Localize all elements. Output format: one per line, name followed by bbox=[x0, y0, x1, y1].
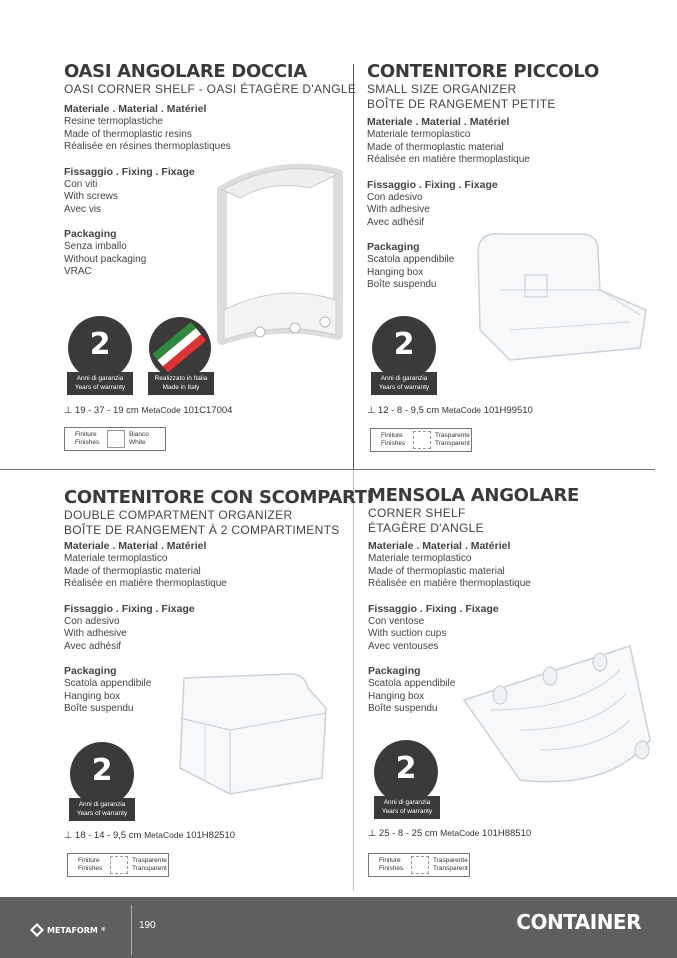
fixing-heading: Fissaggio . Fixing . Fixage bbox=[64, 165, 195, 178]
finish-label: Finiture Finishes bbox=[78, 857, 103, 872]
made-in-italy-it: Realizzato in Italia bbox=[154, 375, 208, 382]
fixing-line: With adhesive bbox=[367, 204, 430, 215]
double-compartment-product-image bbox=[170, 668, 330, 798]
warranty-badge: 2 bbox=[68, 316, 132, 380]
warranty-label bbox=[371, 372, 437, 395]
packaging-heading: Packaging bbox=[367, 241, 420, 253]
product-subtitle: BOÎTE DE RANGEMENT PETITE bbox=[367, 97, 556, 111]
warranty-text-it: Anni di garanzia bbox=[383, 799, 431, 806]
warranty-badge: 2 bbox=[372, 316, 436, 380]
fixing-line: With screws bbox=[64, 191, 118, 202]
warranty-text-en: Years of warranty bbox=[76, 809, 128, 817]
material-line: Made of thermoplastic material bbox=[367, 141, 504, 153]
dimensions-value: 25 - 8 - 25 cm bbox=[378, 828, 438, 839]
packaging-line: Hanging box bbox=[367, 266, 424, 278]
finish-value: Trasparente Transparent bbox=[433, 857, 468, 872]
material-line: Made of thermoplastic material bbox=[64, 565, 201, 577]
material-line: Made of thermoplastic resins bbox=[64, 128, 192, 140]
transparent-swatch bbox=[110, 856, 128, 874]
brand-mark: ® bbox=[100, 927, 106, 933]
product-title: CONTENITORE CON SCOMPARTI bbox=[64, 487, 374, 508]
packaging-line: Without packaging bbox=[64, 253, 147, 265]
brand-name: METAFORM bbox=[47, 925, 98, 935]
warranty-label bbox=[67, 372, 133, 395]
page-footer bbox=[0, 897, 677, 958]
metacode-label: MetaCode bbox=[141, 405, 181, 415]
product-subtitle: CORNER SHELF bbox=[368, 506, 466, 520]
dimensions-value: 12 - 8 - 9,5 cm bbox=[377, 405, 440, 416]
footer-divider bbox=[131, 905, 132, 955]
packaging-line: Boîte suspendu bbox=[367, 279, 437, 290]
material-line: Materiale termoplastico bbox=[367, 129, 471, 140]
finish-label: Finiture Finishes bbox=[381, 432, 406, 447]
material-line: Réalisée en résines thermoplastiques bbox=[64, 141, 231, 152]
metacode-value: 101H99510 bbox=[483, 405, 533, 416]
made-in-italy-en: Made in Italy bbox=[162, 383, 200, 391]
fixing-line: Avec ventouses bbox=[368, 640, 439, 652]
material-line: Materiale termoplastico bbox=[368, 553, 472, 564]
material-line: Made of thermoplastic material bbox=[368, 565, 505, 577]
white-swatch bbox=[107, 430, 125, 448]
fixing-heading: Fissaggio . Fixing . Fixage bbox=[367, 178, 498, 191]
metaform-logo bbox=[30, 923, 106, 937]
transparent-swatch bbox=[411, 856, 429, 874]
metacode-label: MetaCode bbox=[441, 405, 482, 415]
packaging-line: Boîte suspendu bbox=[64, 703, 134, 714]
page-number: 190 bbox=[139, 920, 156, 931]
metacode-value: 101H88510 bbox=[482, 828, 532, 839]
dimensions-value: 19 - 37 - 19 cm bbox=[74, 405, 139, 416]
packaging-line: VRAC bbox=[64, 266, 92, 277]
category-title: CONTAINER bbox=[516, 910, 641, 934]
finish-value: Trasparente Transparent bbox=[132, 857, 167, 872]
packaging-line: Hanging box bbox=[368, 690, 425, 702]
material-line: Réalisée en matière thermoplastique bbox=[367, 154, 530, 165]
dimensions bbox=[368, 828, 531, 839]
row-divider bbox=[0, 469, 655, 470]
finish-value: Trasparente Transparent bbox=[435, 432, 470, 447]
finish-label: Finiture Finishes bbox=[379, 857, 404, 872]
metacode-label: MetaCode bbox=[144, 830, 184, 840]
product-title: OASI ANGOLARE DOCCIA bbox=[64, 61, 307, 82]
corner-shelf-product-image bbox=[210, 160, 350, 350]
metacode-value: 101H82510 bbox=[185, 830, 236, 841]
warranty-label bbox=[69, 798, 135, 821]
dimensions bbox=[367, 405, 533, 416]
product-subtitle: BOÎTE DE RANGEMENT À 2 COMPARTIMENTS bbox=[64, 523, 340, 537]
product-subtitle: ÉTAGÈRE D'ANGLE bbox=[368, 521, 484, 535]
warranty-text-it: Anni di garanzia bbox=[78, 801, 126, 808]
packaging-heading: Packaging bbox=[64, 228, 117, 240]
fixing-line: Con ventose bbox=[368, 615, 425, 627]
small-organizer-product-image bbox=[470, 230, 650, 365]
packaging-heading: Packaging bbox=[64, 665, 117, 677]
dimensions-value: 18 - 14 - 9,5 cm bbox=[74, 830, 142, 841]
fixing-line: Avec adhésif bbox=[64, 640, 122, 652]
warranty-badge: 2 bbox=[70, 742, 134, 806]
finishes-box bbox=[370, 428, 472, 452]
product-subtitle: DOUBLE COMPARTMENT ORGANIZER bbox=[64, 508, 293, 522]
fixing-heading: Fissaggio . Fixing . Fixage bbox=[368, 602, 499, 615]
material-line: Réalisée en matière thermoplastique bbox=[64, 578, 227, 589]
packaging-line: Senza imballo bbox=[64, 241, 127, 252]
warranty-text-it: Anni di garanzia bbox=[380, 375, 428, 382]
finishes-box bbox=[64, 427, 166, 451]
ruler-icon: ⊥ bbox=[368, 828, 377, 839]
material-heading: Materiale . Material . Matériel bbox=[64, 540, 207, 552]
fixing-line: With adhesive bbox=[64, 628, 127, 639]
metacode-value: 101C17004 bbox=[183, 405, 233, 416]
ruler-icon: ⊥ bbox=[64, 830, 73, 841]
warranty-text-en: Years of warranty bbox=[74, 383, 126, 391]
product-subtitle: SMALL SIZE ORGANIZER bbox=[367, 82, 517, 96]
packaging-line: Scatola appendibile bbox=[64, 678, 152, 689]
finishes-box bbox=[67, 853, 169, 877]
made-in-italy-label bbox=[148, 372, 214, 395]
packaging-line: Hanging box bbox=[64, 690, 121, 702]
ruler-icon: ⊥ bbox=[367, 405, 376, 416]
metacode-label: MetaCode bbox=[440, 828, 480, 838]
warranty-text-en: Years of warranty bbox=[381, 807, 433, 815]
packaging-heading: Packaging bbox=[368, 665, 421, 677]
material-line: Réalisée en matière thermoplastique bbox=[368, 578, 531, 589]
material-heading: Materiale . Material . Matériel bbox=[368, 540, 511, 552]
material-line: Resine termoplastiche bbox=[64, 116, 163, 127]
metaform-diamond-icon bbox=[30, 923, 44, 937]
fixing-line: Con adesivo bbox=[367, 191, 423, 203]
product-title: CONTENITORE PICCOLO bbox=[367, 61, 599, 82]
dimensions bbox=[64, 830, 235, 841]
fixing-heading: Fissaggio . Fixing . Fixage bbox=[64, 602, 195, 615]
packaging-line: Scatola appendibile bbox=[368, 678, 456, 689]
material-heading: Materiale . Material . Matériel bbox=[367, 116, 510, 128]
dimensions bbox=[64, 405, 232, 416]
packaging-line: Scatola appendibile bbox=[367, 254, 455, 265]
warranty-badge: 2 bbox=[374, 740, 438, 804]
finish-value: Bianco White bbox=[129, 431, 149, 446]
finishes-box bbox=[368, 853, 470, 877]
fixing-line: With suction cups bbox=[368, 628, 447, 639]
product-title: MENSOLA ANGOLARE bbox=[368, 485, 580, 506]
warranty-text-en: Years of warranty bbox=[378, 383, 430, 391]
italy-flag-icon bbox=[149, 317, 211, 379]
transparent-swatch bbox=[413, 431, 431, 449]
packaging-line: Boîte suspendu bbox=[368, 703, 438, 714]
material-line: Materiale termoplastico bbox=[64, 553, 168, 564]
warranty-label bbox=[374, 796, 440, 819]
material-heading: Materiale . Material . Matériel bbox=[64, 103, 207, 115]
fixing-line: Avec adhésif bbox=[367, 216, 425, 228]
fixing-line: Con adesivo bbox=[64, 615, 120, 627]
corner-shelf-transparent-product-image bbox=[460, 640, 660, 795]
finish-label: Finiture Finishes bbox=[75, 431, 100, 446]
ruler-icon: ⊥ bbox=[64, 405, 73, 416]
warranty-text-it: Anni di garanzia bbox=[76, 375, 124, 382]
fixing-line: Avec vis bbox=[64, 203, 102, 215]
fixing-line: Con viti bbox=[64, 178, 98, 190]
product-subtitle: OASI CORNER SHELF - OASI ÉTAGÈRE D'ANGLE bbox=[64, 82, 357, 96]
